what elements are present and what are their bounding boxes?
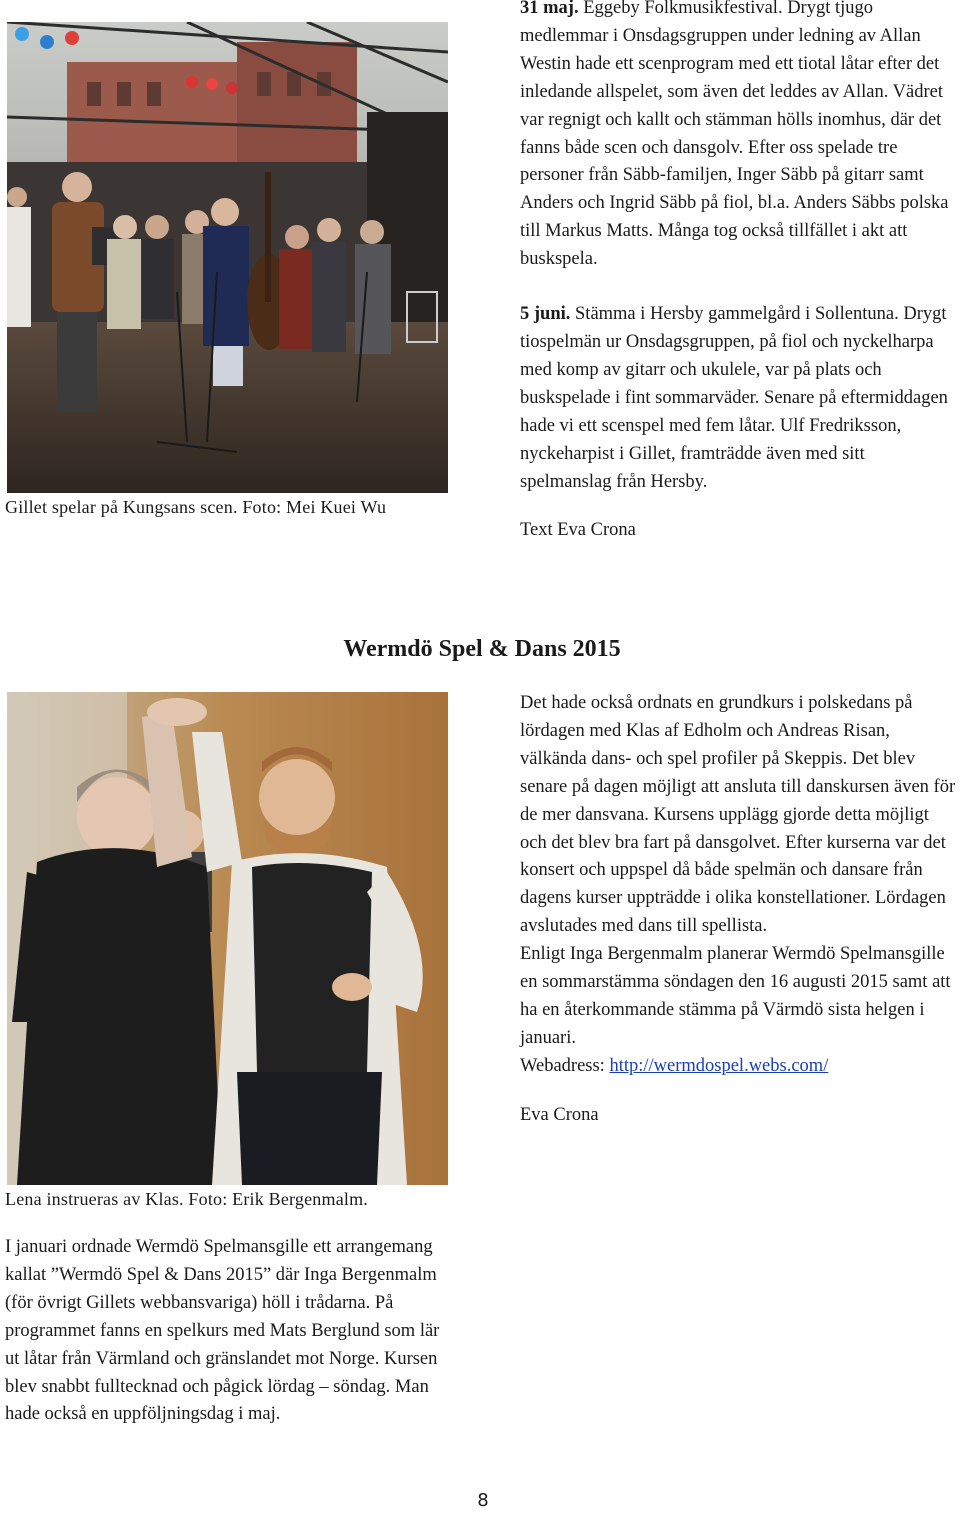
dance-photo-caption: Lena instrueras av Klas. Foto: Erik Bergenmalm. [5, 1189, 368, 1209]
web-address-label: Webadress: [520, 1055, 610, 1076]
article2-right-text [520, 690, 960, 1130]
entry-text: Stämma i Hersby gammelgård i Sollentuna. Drygt tiospelmän ur Onsdagsgruppen, på fiol och nyckelharpa med komp av gitarr och ukulele, var på plats och buskspelade i fint sommarväder. Senare på eftermiddagen hade vi ett scenspel med fem låtar. Ulf Fredriksson, nyckeharpist i Gillet, framträdde även med sitt spelmanslag från Hersby. [520, 304, 948, 492]
web-address-line [520, 1053, 960, 1081]
entry-31-maj [520, 0, 958, 274]
summer-plans-paragraph: Enligt Inga Bergenmalm planerar Wermdö Spelmansgille en sommarstämma söndagen den 16 augusti 2015 samt att ha en återkommande stämma på Värmdö sista helgen i januari. [520, 944, 951, 1048]
dance-instruction-photo [7, 692, 448, 1185]
article2-left-text [5, 1234, 445, 1429]
course-paragraph: Det hade också ordnats en grundkurs i polskedans på lördagen med Klas af Edholm och Andreas Risan, välkända dans- och spel profiler på Skeppis. Det blev senare på dagen möjligt att ansluta till danskursen även för de mer dansvana. Kursens upplägg gjorde detta möjligt och det blev bra fart på dansgolvet. Efter kurserna var det konsert och uppspel då både spelmän och dansare från dagens kurser uppträdde i olika konstellationer. Lördagen avslutades med dans till spellista. [520, 693, 956, 937]
band-photo-caption: Gillet spelar på Kungsans scen. Foto: Mei Kuei Wu [5, 497, 387, 517]
entry-date: 31 maj. [520, 0, 579, 18]
entry-5-juni [520, 301, 958, 496]
article1-byline: Text Eva Crona [520, 520, 636, 541]
article2-byline: Eva Crona [520, 1104, 599, 1125]
intro-paragraph: I januari ordnade Wermdö Spelmansgille ett arrangemang kallat ”Wermdö Spel & Dans 2015” där Inga Bergenmalm (för övrigt Gillets webbansvariga) höll i trådarna. På programmet fanns en spelkurs med Mats Berglund som lär ut låtar från Värmland och gränslandet mot Norge. Kursen blev snabbt fulltecknad och pågick lördag – söndag. Man hade också en uppföljningsdag i maj. [5, 1237, 440, 1425]
web-address-link[interactable]: http://wermdospel.webs.com/ [609, 1055, 829, 1076]
article1-text [520, 0, 958, 545]
article2-heading: Wermdö Spel & Dans 2015 [343, 636, 621, 662]
entry-date: 5 juni. [520, 304, 571, 325]
band-on-stage-photo [7, 22, 448, 493]
entry-text: Eggeby Folkmusikfestival. Drygt tjugo medlemmar i Onsdagsgruppen under ledning av Allan Westin hade ett scenprogram med ett tiotal låtar efter det inledande allspelet, som även det leddes av Allan. Vädret var regnigt och kallt och stämman hölls inomhus, där det fanns både scen och dansgolv. Efter oss spelade tre personer från Säbb-familjen, Inger Säbb på gitarr samt Anders och Ingrid Säbb på fiol, bl.a. Anders Säbbs polska till Markus Matts. Många tog också tillfället i akt att buskspela. [520, 0, 949, 270]
page-number: 8 [477, 1490, 489, 1511]
